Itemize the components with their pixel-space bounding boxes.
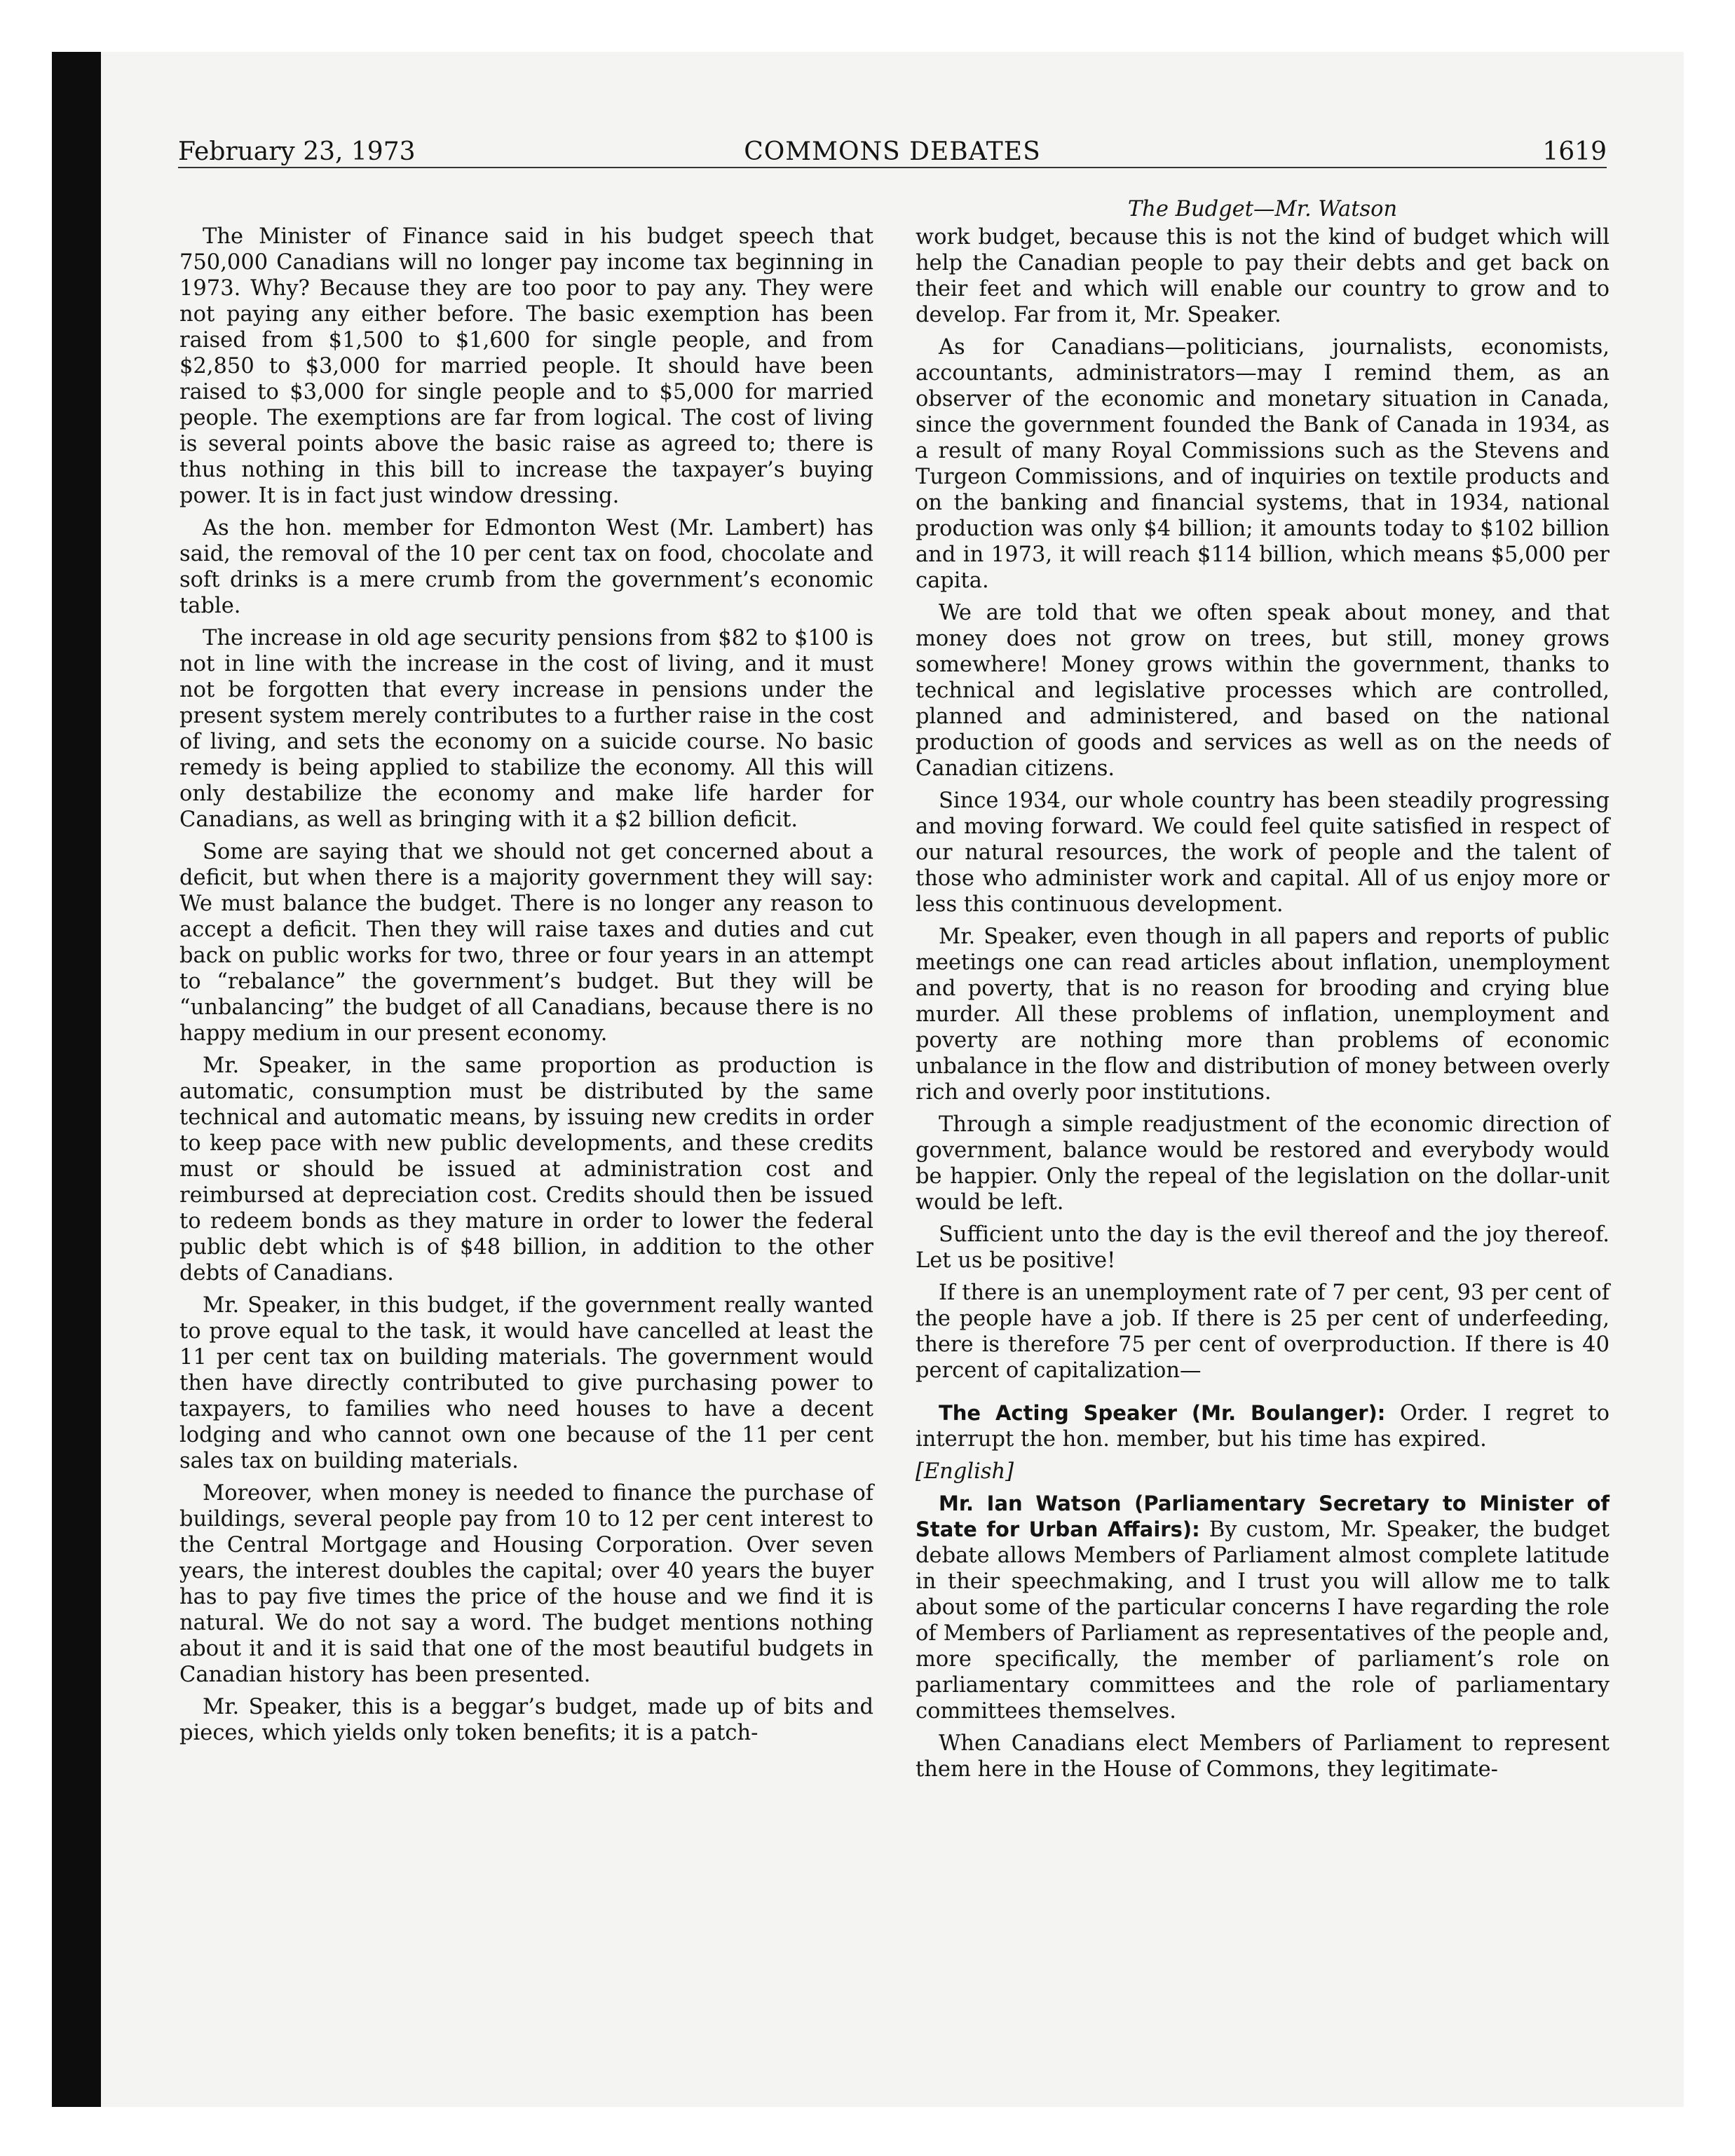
speech-text: By custom, Mr. Speaker, the budget debate allows Members of Parliament almost complete latitude in their speechmaking, and I trust you will allow me to talk about some of the particular concerns I have regarding the role of Members of Parliament as representatives of the people and, more specifically, the member of parliament’s role on parliamentary committees and the role of parliamentary committees themselves. [916,1517,1610,1724]
paragraph: The increase in old age security pensions from $82 to $100 is not in line with the increase in the cost of living, and it must not be forgotten that every increase in pensions under the present system merely contributes to a further raise in the cost of living, and sets the economy on a suicide course. No basic remedy is being applied to stabilize the economy. All this will only destabilize the economy and make life harder for Canadians, as well as bringing with it a $2 billion deficit. [179,626,873,832]
header-date: February 23, 1973 [178,137,416,166]
paragraph: Moreover, when money is needed to finance the purchase of buildings, several people pay from 10 to 12 per cent interest to the Central Mortgage and Housing Corporation. Over seven years, the interest doubles the capital; over 40 years the buyer has to pay five times the price of the house and we find it is natural. We do not say a word. The budget mentions nothing about it and it is said that one of the most beautiful budgets in Canadian history has been presented. [179,1481,873,1687]
speaker-name: The Acting Speaker (Mr. Boulanger): [939,1401,1386,1425]
speaker-paragraph [916,1491,1610,1724]
paragraph: Mr. Speaker, even though in all papers and reports of public meetings one can read articles about inflation, unemployment and poverty, that is no reason for brooding and crying blue murder. All these problems of inflation, unemployment and poverty are nothing more than problems of economic unbalance in the flow and distribution of money between overly rich and overly poor institutions. [916,925,1610,1105]
language-marker: [English] [916,1459,1014,1484]
paragraph: We are told that we often speak about money, and that money does not grow on trees, but still, money grows somewhere! Money grows within the government, thanks to technical and legislative processes which are controlled, planned and administered, and based on the national production of goods and services as well as on the needs of Canadian citizens. [916,601,1610,781]
speaker-paragraph [916,1400,1610,1452]
speech-text: Order. I regret to interrupt the hon. member, but his time has expired. [916,1401,1610,1452]
paragraph: Sufficient unto the day is the evil thereof and the joy thereof. Let us be positive! [916,1222,1610,1273]
page-header [178,137,1607,168]
right-column [916,196,1610,1789]
paragraph: If there is an unemployment rate of 7 per cent, 93 per cent of the people have a job. If there is 25 per cent of underfeeding, there is therefore 75 per cent of overproduction. If there is 40 percent of capitalization— [916,1281,1610,1383]
paragraph: When Canadians elect Members of Parliament to represent them here in the House of Commons, they legitimate- [916,1731,1610,1782]
paragraph: The Minister of Finance said in his budget speech that 750,000 Canadians will no longer pay income tax beginning in 1973. Why? Because they are too poor to pay any. They were not paying any either before. The basic exemption has been raised from $1,500 to $1,600 for single people, and from $2,850 to $3,000 for married people. It should have been raised to $3,000 for single people and to $5,000 for married people. The exemptions are far from logical. The cost of living is several points above the basic raise as agreed to; there is thus nothing in this bill to increase the taxpayer’s buying power. It is in fact just window dressing. [179,224,873,508]
paragraph-continuation: work budget, because this is not the kind of budget which will help the Canadian people to pay their debts and get back on their feet and which will enable our country to grow and to develop. Far from it, Mr. Speaker. [916,225,1610,327]
paragraph: Mr. Speaker, in this budget, if the government really wanted to prove equal to the task, it would have cancelled at least the 11 per cent tax on building materials. The government would then have directly contributed to give purchasing power to taxpayers, to families who need houses to have a decent lodging and who cannot own one because of the 11 per cent sales tax on building materials. [179,1293,873,1473]
left-column [179,224,873,1752]
paragraph: Since 1934, our whole country has been steadily progressing and moving forward. We could feel quite satisfied in respect of our natural resources, the work of people and the talent of those who administer work and capital. All of us enjoy more or less this continuous development. [916,789,1610,917]
paragraph: Mr. Speaker, in the same proportion as production is automatic, consumption must be distributed by the same technical and automatic means, by issuing new credits in order to keep pace with new public developments, and these credits must or should be issued at administration cost and reimbursed at depreciation cost. Credits should then be issued to redeem bonds as they mature in order to lower the federal public debt which is of $48 billion, in addition to the other debts of Canadians. [179,1053,873,1285]
speaker-name: Mr. Ian Watson (Parliamentary Secretary to Minister of State for Urban Affairs): [916,1492,1610,1541]
paragraph: Mr. Speaker, this is a beggar’s budget, made up of bits and pieces, which yields only token benefits; it is a patch- [179,1695,873,1745]
paragraph: Through a simple readjustment of the economic direction of government, balance would be restored and everybody would be happier. Only the repeal of the legislation on the dollar-unit would be left. [916,1112,1610,1215]
binding-edge [52,52,101,2107]
header-publication: COMMONS DEBATES [744,137,1041,166]
header-page-number: 1619 [1542,137,1607,166]
paragraph: As for Canadians—politicians, journalists, economists, accountants, administrators—may I remind them, as an observer of the economic and monetary situation in Canada, since the government founded the Bank of Canada in 1934, as a result of many Royal Commissions such as the Stevens and Turgeon Commissions, and of inquiries on textile products and on the banking and financial systems, that in 1934, national production was only $4 billion; it amounts today to $102 billion and in 1973, it will reach $114 billion, which means $5,000 per capita. [916,335,1610,593]
running-head: The Budget—Mr. Watson [1127,197,1398,221]
paragraph: As the hon. member for Edmonton West (Mr. Lambert) has said, the removal of the 10 per cent tax on food, chocolate and soft drinks is a mere crumb from the government’s economic table. [179,516,873,618]
paragraph: Some are saying that we should not get concerned about a deficit, but when there is a majority government they will say: We must balance the budget. There is no longer any reason to accept a deficit. Then they will raise taxes and duties and cut back on public works for two, three or four years in an attempt to “rebalance” the government’s budget. But they will be “unbalancing” the budget of all Canadians, because there is no happy medium in our present economy. [179,840,873,1046]
